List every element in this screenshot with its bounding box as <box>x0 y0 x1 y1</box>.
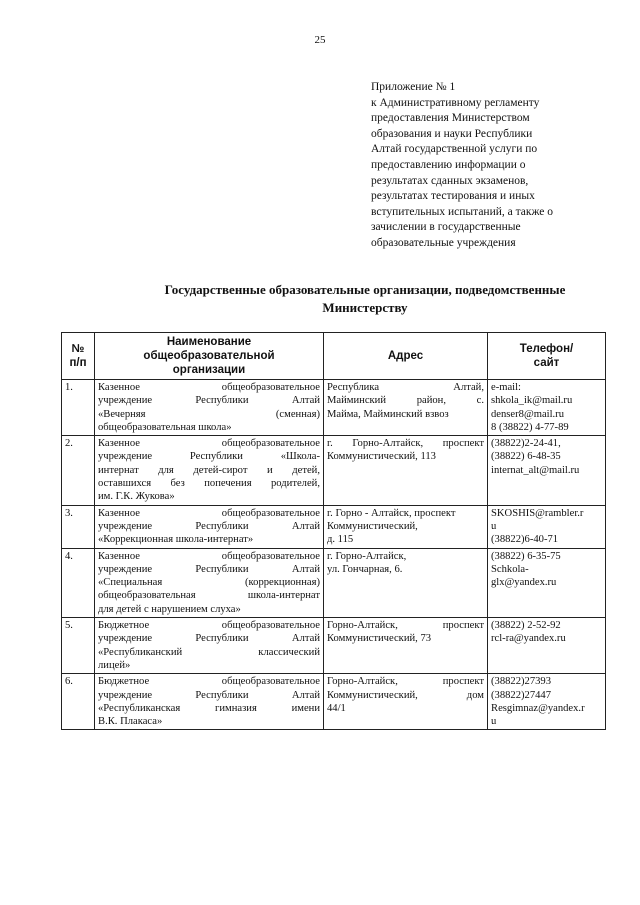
org-name: Казенное общеобразовательное учреждение Республики «Школа- интернат для детей-сирот и детей, оставшихся без попечения родителей, им. Г.К. Жукова» <box>95 436 324 505</box>
org-contact: (38822) 2-52-92 rcl-ra@yandex.ru <box>488 618 606 674</box>
org-name: Казенное общеобразовательное учреждение Республики Алтай «Коррекционная школа-интернат» <box>95 505 324 548</box>
table-row <box>62 505 606 548</box>
org-contact: (38822)2-24-41, (38822) 6-48-35 internat_alt@mail.ru <box>488 436 606 505</box>
title-line-1: Государственные образовательные организации, подведомственные <box>164 282 566 297</box>
row-number: 1. <box>62 380 95 436</box>
appendix-line: результатах тестирования и иных <box>371 190 535 203</box>
org-address: Республика Алтай, Майминский район, с. Майма, Майминский взвоз <box>324 380 488 436</box>
row-number: 5. <box>62 618 95 674</box>
appendix-line: к Административному регламенту <box>371 96 540 109</box>
email-link[interactable]: Schkola- <box>491 563 529 575</box>
org-contact: e-mail: shkola_ik@mail.ru denser8@mail.ru 8 (38822) 4-77-89 <box>488 380 606 436</box>
org-address: г. Горно-Алтайск, проспект Коммунистический, 113 <box>324 436 488 505</box>
header-address: Адрес <box>324 333 488 380</box>
email-link[interactable]: internat_alt@mail.ru <box>491 464 580 476</box>
org-contact: SKOSHIS@rambler.r u (38822)6-40-71 <box>488 505 606 548</box>
org-name: Казенное общеобразовательное учреждение Республики Алтай «Специальная (коррекционная) общеобразовательная школа-интернат для детей с нарушением слуха» <box>95 548 324 617</box>
email-link[interactable]: rcl-ra@yandex.ru <box>491 633 566 645</box>
table-row <box>62 674 606 730</box>
appendix-line: Приложение № 1 <box>371 81 456 93</box>
appendix-line: предоставления Министерством <box>371 112 530 125</box>
email-link[interactable]: shkola_ik@mail.ru <box>491 395 573 407</box>
organizations-table <box>61 332 606 730</box>
row-number: 3. <box>62 505 95 548</box>
title-line-2: Министерству <box>322 300 408 315</box>
appendix-line: образовательные учреждения <box>371 236 516 249</box>
email-link[interactable]: glx@yandex.ru <box>491 577 557 589</box>
table-header-row <box>62 333 606 380</box>
table-row <box>62 380 606 436</box>
page-title <box>100 281 630 317</box>
appendix-line: предоставлению информации о <box>371 158 526 171</box>
header-num: № п/п <box>62 333 95 380</box>
table-row <box>62 548 606 617</box>
page-number: 25 <box>314 34 326 46</box>
table-row <box>62 618 606 674</box>
header-name: Наименование общеобразовательной организации <box>95 333 324 380</box>
org-contact: (38822) 6-35-75 Schkola- glx@yandex.ru <box>488 548 606 617</box>
org-name: Бюджетное общеобразовательное учреждение Республики Алтай «Республиканский классический лицей» <box>95 618 324 674</box>
appendix-line: вступительных испытаний, а также о <box>371 205 554 218</box>
org-address: г. Горно-Алтайск, ул. Гончарная, 6. <box>324 548 488 617</box>
row-number: 6. <box>62 674 95 730</box>
org-address: Горно-Алтайск, проспект Коммунистический, 73 <box>324 618 488 674</box>
org-address: Горно-Алтайск, проспект Коммунистический, дом 44/1 <box>324 674 488 730</box>
org-name: Бюджетное общеобразовательное учреждение Республики Алтай «Республиканская гимназия имени В.К. Плакаса» <box>95 674 324 730</box>
org-contact: (38822)27393 (38822)27447 Resgimnaz@yandex.r u <box>488 674 606 730</box>
table-row <box>62 436 606 505</box>
appendix-line: Алтай государственной услуги по <box>371 143 538 156</box>
org-name: Казенное общеобразовательное учреждение Республики Алтай «Вечерняя (сменная) общеобразовательная школа» <box>95 380 324 436</box>
email-link[interactable]: Resgimnaz@yandex.r <box>491 702 585 714</box>
appendix-line: образования и науки Республики <box>371 127 533 140</box>
appendix-line: зачислении в государственные <box>371 221 521 234</box>
appendix-line: результатах сданных экзаменов, <box>371 174 529 187</box>
email-link[interactable]: denser8@mail.ru <box>491 408 565 420</box>
org-address: г. Горно - Алтайск, проспект Коммунистический, д. 115 <box>324 505 488 548</box>
header-contact: Телефон/ сайт <box>488 333 606 380</box>
appendix-note <box>371 80 611 252</box>
row-number: 2. <box>62 436 95 505</box>
row-number: 4. <box>62 548 95 617</box>
email-link[interactable]: SKOSHIS@rambler.r <box>491 507 584 519</box>
